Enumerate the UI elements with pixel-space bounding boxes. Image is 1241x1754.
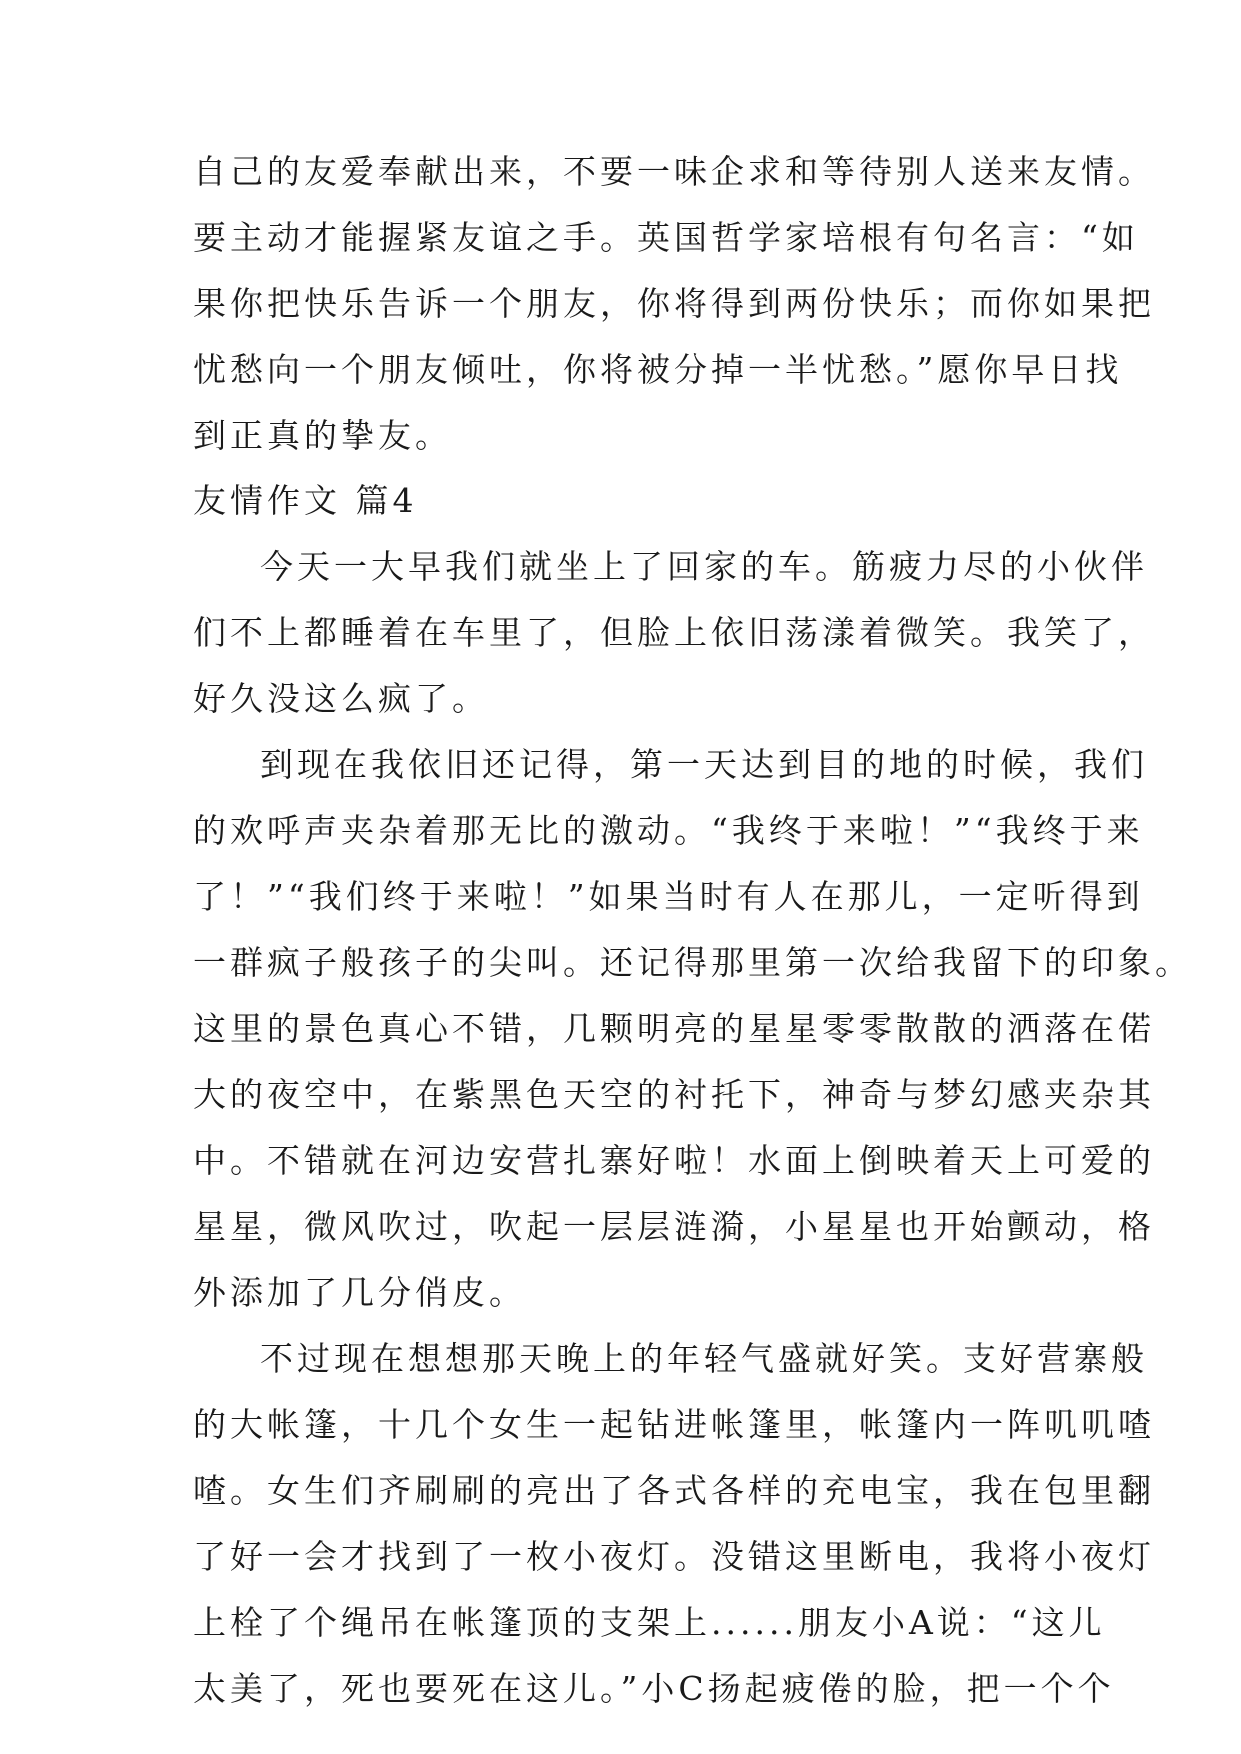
text-line: 一群疯子般孩子的尖叫。还记得那里第一次给我留下的印象。	[193, 943, 1192, 982]
text-line: 要主动才能握紧友谊之手。英国哲学家培根有句名言：“如	[193, 218, 1139, 257]
text-line: 的大帐篷，十几个女生一起钻进帐篷里，帐篷内一阵叽叽喳	[193, 1405, 1155, 1444]
paragraph-first-line: 今天一大早我们就坐上了回家的车。筋疲力尽的小伙伴	[260, 547, 1148, 586]
text-line: 们不上都睡着在车里了，但脸上依旧荡漾着微笑。我笑了，	[193, 613, 1155, 652]
text-line: 自己的友爱奉献出来，不要一味企求和等待别人送来友情。	[193, 152, 1155, 191]
text-line: 这里的景色真心不错，几颗明亮的星星零零散散的洒落在偌	[193, 1009, 1155, 1048]
text-line: 星星，微风吹过，吹起一层层涟漪，小星星也开始颤动，格	[193, 1207, 1155, 1246]
text-line: 太美了，死也要死在这儿。”小C扬起疲倦的脸，把一个个	[193, 1669, 1115, 1708]
text-line: 的欢呼声夹杂着那无比的激动。“我终于来啦！”“我终于来	[193, 811, 1144, 850]
text-line: 中。不错就在河边安营扎寨好啦！水面上倒映着天上可爱的	[193, 1141, 1155, 1180]
text-line: 大的夜空中，在紫黑色天空的衬托下，神奇与梦幻感夹杂其	[193, 1075, 1155, 1114]
text-line: 了好一会才找到了一枚小夜灯。没错这里断电，我将小夜灯	[193, 1537, 1155, 1576]
section-heading: 友情作文 篇4	[193, 481, 418, 520]
text-line: 到正真的挚友。	[193, 416, 452, 455]
text-line: 喳。女生们齐刷刷的亮出了各式各样的充电宝，我在包里翻	[193, 1471, 1155, 1510]
paragraph-first-line: 到现在我依旧还记得，第一天达到目的地的时候，我们	[260, 745, 1148, 784]
text-line: 果你把快乐告诉一个朋友，你将得到两份快乐；而你如果把	[193, 284, 1155, 323]
text-line: 了！”“我们终于来啦！”如果当时有人在那儿，一定听得到	[193, 877, 1144, 916]
paragraph-first-line: 不过现在想想那天晚上的年轻气盛就好笑。支好营寨般	[260, 1339, 1148, 1378]
text-line: 外添加了几分俏皮。	[193, 1273, 526, 1312]
text-line: 上栓了个绳吊在帐篷顶的支架上......朋友小A说：“这儿	[193, 1603, 1106, 1642]
text-line: 忧愁向一个朋友倾吐，你将被分掉一半忧愁。”愿你早日找	[193, 350, 1123, 389]
text-line: 好久没这么疯了。	[193, 679, 489, 718]
